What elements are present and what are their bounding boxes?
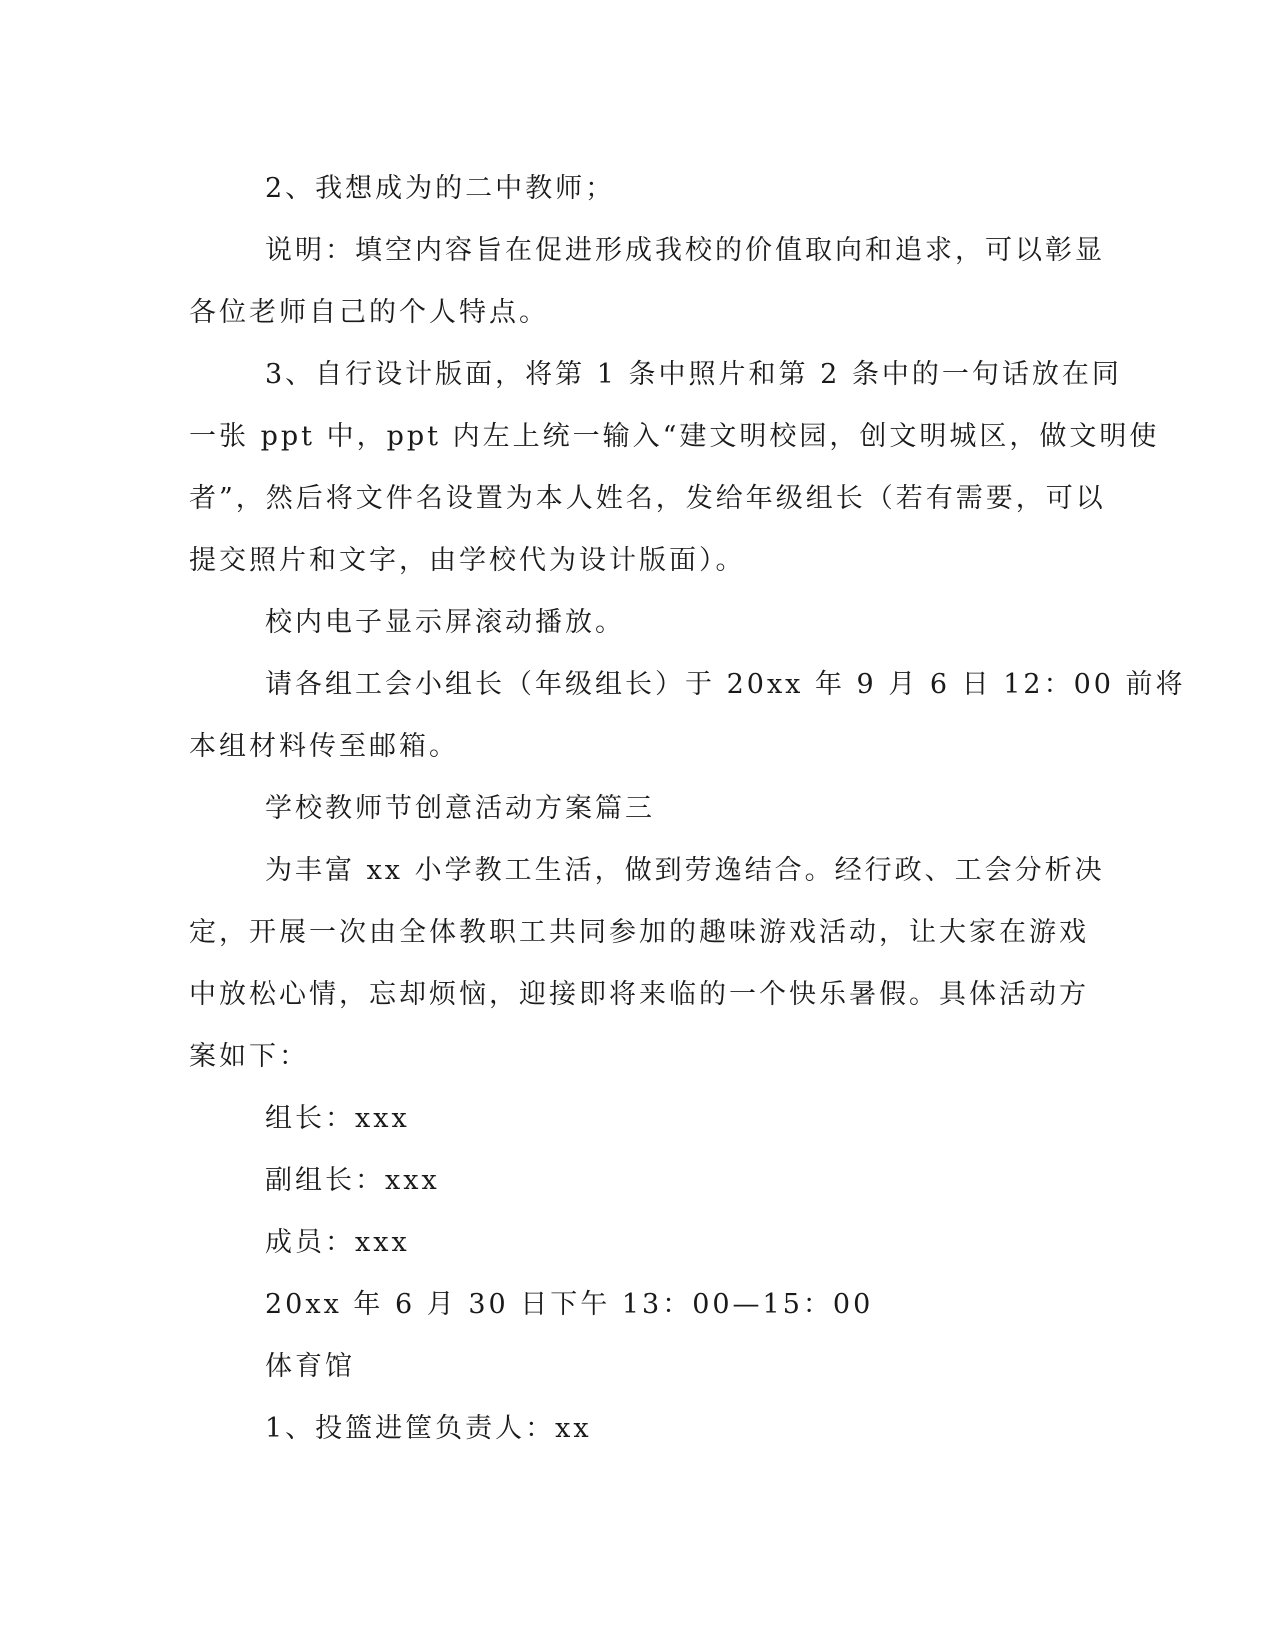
text-line: 副组长：xxx <box>265 1165 440 1196</box>
text-line: 3、自行设计版面，将第 1 条中照片和第 2 条中的一句话放在同 <box>265 359 1122 390</box>
paragraph <box>189 654 1186 778</box>
paragraph <box>189 1150 1081 1212</box>
text-line: 本组材料传至邮箱。 <box>189 731 459 762</box>
paragraph <box>189 344 1160 592</box>
text-line: 2、我想成为的二中教师； <box>265 173 616 204</box>
text-line: 组长：xxx <box>265 1103 410 1134</box>
paragraph <box>189 1212 1081 1274</box>
text-line: 一张 ppt 中，ppt 内左上统一输入“建文明校园，创文明城区，做文明使 <box>189 421 1160 452</box>
text-line: 定，开展一次由全体教职工共同参加的趣味游戏活动，让大家在游戏 <box>189 917 1089 948</box>
paragraph <box>189 158 1081 220</box>
text-line: 体育馆 <box>265 1351 355 1382</box>
text-line: 说明：填空内容旨在促进形成我校的价值取向和追求，可以彰显 <box>265 235 1105 266</box>
paragraph <box>189 220 1105 344</box>
text-line: 为丰富 xx 小学教工生活，做到劳逸结合。经行政、工会分析决 <box>265 855 1105 886</box>
text-line: 提交照片和文字，由学校代为设计版面）。 <box>189 545 746 576</box>
text-line: 中放松心情，忘却烦恼，迎接即将来临的一个快乐暑假。具体活动方 <box>189 979 1089 1010</box>
paragraph <box>189 778 1081 840</box>
paragraph <box>189 1088 1081 1150</box>
paragraph <box>189 840 1105 1088</box>
text-line: 学校教师节创意活动方案篇三 <box>265 793 655 824</box>
text-line: 各位老师自己的个人特点。 <box>189 297 549 328</box>
paragraph <box>189 1274 1081 1336</box>
text-line: 请各组工会小组长（年级组长）于 20xx 年 9 月 6 日 12：00 前将 <box>265 669 1186 700</box>
text-line: 案如下： <box>189 1041 309 1072</box>
text-line: 20xx 年 6 月 30 日下午 13：00—15：00 <box>265 1289 874 1320</box>
paragraph <box>189 1398 1081 1460</box>
text-line: 校内电子显示屏滚动播放。 <box>265 607 625 638</box>
document-body <box>189 158 1186 1460</box>
text-line: 1、投篮进筐负责人：xx <box>265 1413 592 1444</box>
text-line: 成员：xxx <box>265 1227 410 1258</box>
paragraph <box>189 592 1081 654</box>
paragraph <box>189 1336 1081 1398</box>
text-line: 者”，然后将文件名设置为本人姓名，发给年级组长（若有需要，可以 <box>189 483 1106 514</box>
